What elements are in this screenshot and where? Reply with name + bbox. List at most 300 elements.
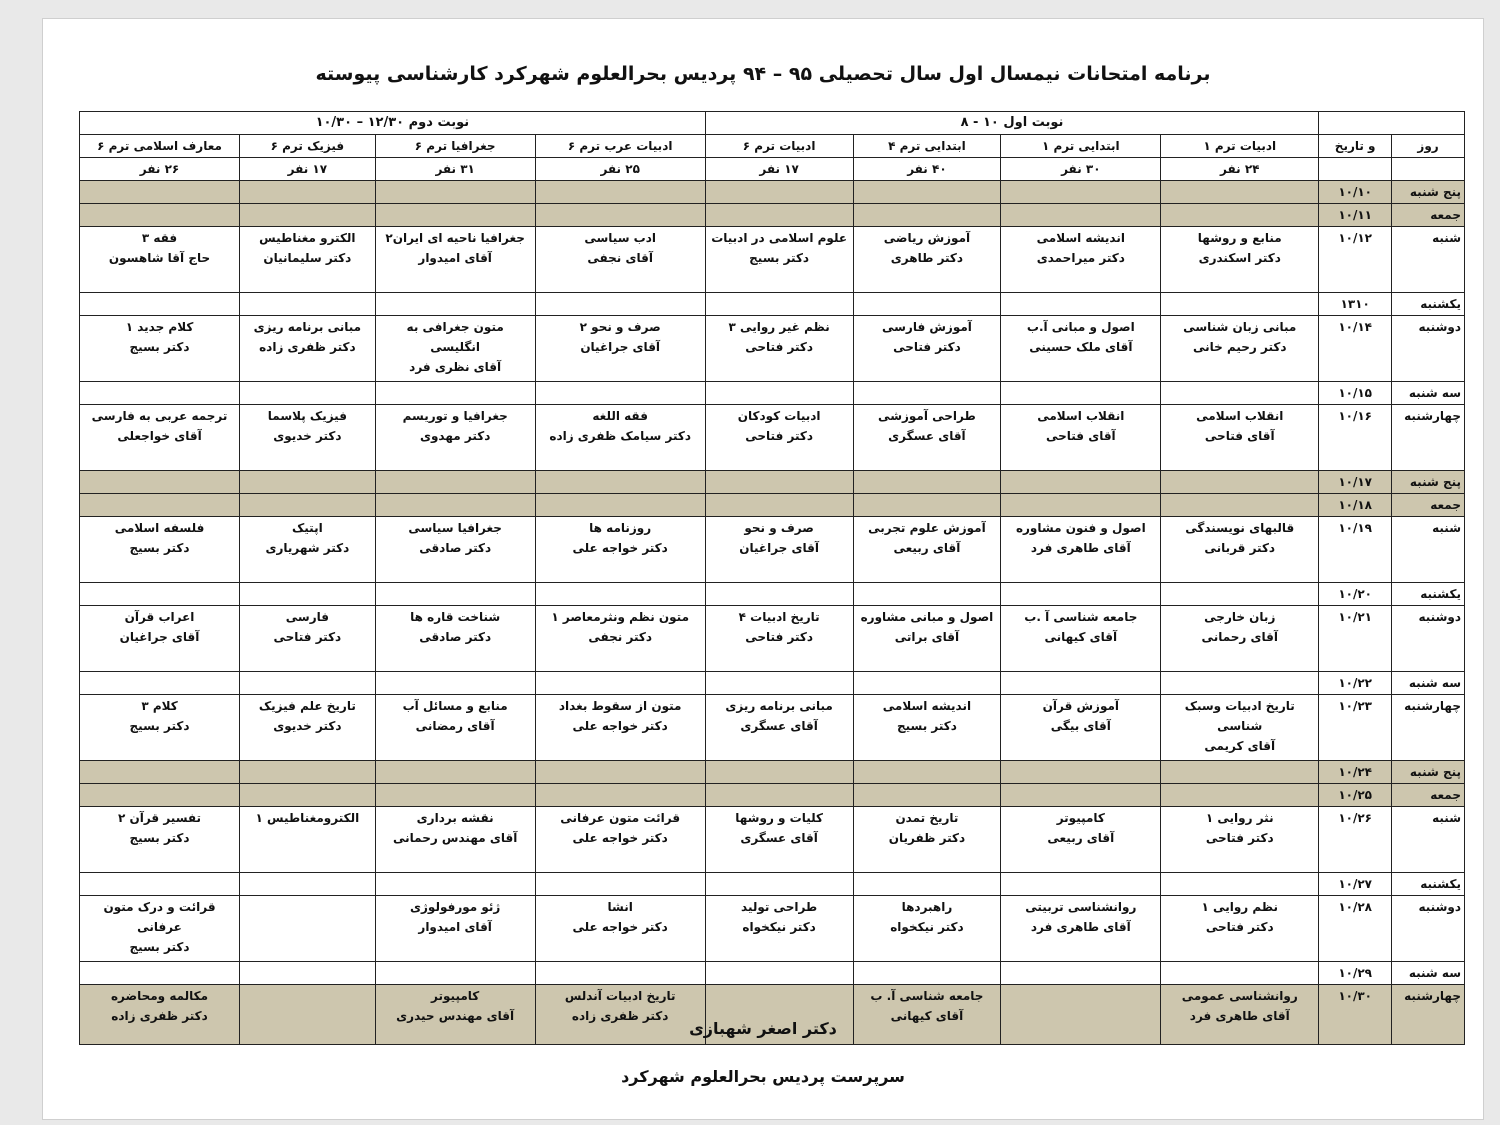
- exam-cell: [853, 316, 1001, 382]
- exam-cell: [1001, 405, 1161, 471]
- exam-cell: [1161, 471, 1319, 494]
- date-cell: ۱۰/۲۴: [1319, 761, 1392, 784]
- exam-instructor: دکتر طاهری: [890, 251, 964, 265]
- date-cell: ۱۰/۲۶: [1319, 807, 1392, 873]
- exam-cell: [240, 962, 376, 985]
- schedule-row: [80, 761, 1465, 784]
- exam-cell: [80, 494, 240, 517]
- date-cell: ۱۰/۲۵: [1319, 784, 1392, 807]
- exam-cell: [1001, 293, 1161, 316]
- exam-instructor: دکتر ظفری زاده: [111, 1009, 208, 1023]
- exam-course-name: فقه ۳: [141, 231, 178, 245]
- exam-cell: [1001, 227, 1161, 293]
- exam-cell: [1001, 873, 1161, 896]
- exam-cell: [853, 583, 1001, 606]
- schedule-row: [80, 896, 1465, 962]
- exam-course-name: متون از سقوط بغداد: [558, 699, 682, 713]
- exam-cell: [705, 293, 853, 316]
- exam-instructor: شناسی: [1217, 719, 1263, 733]
- date-cell: ۱۰/۱۵: [1319, 382, 1392, 405]
- exam-cell: [1161, 807, 1319, 873]
- exam-cell: [240, 293, 376, 316]
- exam-instructor: دکتر صادقی: [419, 541, 492, 555]
- exam-instructor: دکتر میراحمدی: [1036, 251, 1125, 265]
- exam-cell: [80, 606, 240, 672]
- exam-instructor: دکتر ظفری زاده: [259, 340, 356, 354]
- exam-cell: [1161, 204, 1319, 227]
- exam-cell: [240, 873, 376, 896]
- exam-course-name: انشا: [607, 900, 633, 914]
- exam-instructor: آقای نجفی: [587, 251, 653, 265]
- exam-cell: [1001, 517, 1161, 583]
- exam-course-name: انقلاب اسلامی: [1037, 409, 1125, 423]
- student-count: ۲۴ نفر: [1161, 158, 1319, 181]
- day-cell: سه شنبه: [1392, 962, 1465, 985]
- exam-instructor: دکتر خدیوی: [273, 429, 342, 443]
- exam-cell: [853, 382, 1001, 405]
- day-cell: یکشنبه: [1392, 583, 1465, 606]
- exam-instructor: دکتر ظفریان: [888, 831, 966, 845]
- exam-cell: [240, 784, 376, 807]
- exam-course-name: کامپیوتر: [1056, 811, 1105, 825]
- exam-cell: [1001, 316, 1161, 382]
- schedule-row: [80, 471, 1465, 494]
- exam-instructor: دکتر اسکندری: [1198, 251, 1281, 265]
- exam-instructor: آقای رمضانی: [415, 719, 495, 733]
- date-cell: ۱۰/۲۸: [1319, 896, 1392, 962]
- exam-cell: [1001, 761, 1161, 784]
- exam-instructor: آقای مهندس حیدری: [396, 1009, 515, 1023]
- exam-cell: [535, 517, 705, 583]
- exam-instructor: دکتر بسیج: [129, 541, 190, 555]
- exam-cell: [375, 606, 535, 672]
- exam-cell: [705, 873, 853, 896]
- exam-cell: [375, 896, 535, 962]
- course-name-header: ادبیات ترم ۶: [705, 135, 853, 158]
- exam-course-name: شناخت قاره ها: [410, 610, 501, 624]
- exam-course-name: الکترو مغناطیس: [259, 231, 356, 245]
- exam-instructor: آقای نظری فرد: [409, 360, 502, 374]
- day-cell: دوشنبه: [1392, 606, 1465, 672]
- exam-cell: [375, 873, 535, 896]
- exam-course-name: صرف و نحو: [744, 521, 814, 535]
- exam-course-name: کلام جدید ۱: [125, 320, 194, 334]
- exam-cell: [705, 204, 853, 227]
- exam-course-name: اپتیک: [292, 521, 323, 535]
- date-cell: ۱۰/۱۰: [1319, 181, 1392, 204]
- exam-instructor: دکتر نیکخواه: [742, 920, 816, 934]
- exam-course-name: قرائت متون عرفانی: [560, 811, 681, 825]
- exam-cell: [240, 316, 376, 382]
- exam-cell: [853, 896, 1001, 962]
- exam-instructor: دکتر بسیج: [129, 340, 190, 354]
- page-title: برنامه امتحانات نیمسال اول سال تحصیلی ۹۵ – ۹۴ پردیس بحرالعلوم شهرکرد کارشناسی پیوسته: [315, 63, 1211, 85]
- exam-cell: [1161, 672, 1319, 695]
- exam-cell: [80, 316, 240, 382]
- exam-instructor: دکتر فتاحی: [745, 340, 813, 354]
- schedule-row: [80, 583, 1465, 606]
- exam-course-name: راهبردها: [901, 900, 953, 914]
- exam-cell: [705, 405, 853, 471]
- exam-instructor: دکتر فتاحی: [745, 429, 813, 443]
- exam-cell: [1161, 962, 1319, 985]
- schedule-row: [80, 784, 1465, 807]
- exam-cell: [375, 807, 535, 873]
- exam-cell: [705, 517, 853, 583]
- day-cell: چهارشنبه: [1392, 985, 1465, 1045]
- date-cell: ۱۰/۲۲: [1319, 672, 1392, 695]
- exam-cell: [80, 784, 240, 807]
- exam-cell: [535, 583, 705, 606]
- exam-course-name: اندیشه اسلامی: [1036, 231, 1125, 245]
- exam-course-name: نقشه برداری: [416, 811, 494, 825]
- exam-cell: [375, 382, 535, 405]
- date-cell: ۱۰/۱۱: [1319, 204, 1392, 227]
- exam-course-name: جامعه شناسی آ .ب: [1024, 610, 1138, 624]
- shift-second-header: نوبت دوم ۱۲/۳۰ – ۱۰/۳۰: [80, 112, 706, 135]
- exam-instructor: دکتر شهریاری: [265, 541, 350, 555]
- day-cell: شنبه: [1392, 227, 1465, 293]
- exam-course-name: منابع و مسائل آب: [402, 699, 508, 713]
- count-header-blank: [1319, 158, 1392, 181]
- exam-cell: [375, 962, 535, 985]
- exam-cell: [535, 405, 705, 471]
- exam-cell: [535, 494, 705, 517]
- day-cell: یکشنبه: [1392, 873, 1465, 896]
- exam-cell: [705, 382, 853, 405]
- exam-instructor: دکتر رحیم خانی: [1192, 340, 1287, 354]
- exam-cell: [240, 494, 376, 517]
- exam-cell: [1161, 293, 1319, 316]
- exam-course-name: تاریخ علم فیزیک: [258, 699, 356, 713]
- exam-cell: [853, 517, 1001, 583]
- schedule-row: [80, 606, 1465, 672]
- day-cell: سه شنبه: [1392, 672, 1465, 695]
- exam-instructor: آقای ربیعی: [893, 541, 961, 555]
- exam-instructor: آقای جراغیان: [580, 340, 661, 354]
- course-name-header: ادبیات عرب ترم ۶: [535, 135, 705, 158]
- exam-course-name: طراحی تولید: [741, 900, 818, 914]
- exam-cell: [375, 695, 535, 761]
- exam-cell: [705, 896, 853, 962]
- exam-cell: [240, 896, 376, 962]
- date-cell: ۱۰/۲۷: [1319, 873, 1392, 896]
- day-cell: دوشنبه: [1392, 896, 1465, 962]
- exam-cell: [240, 405, 376, 471]
- exam-course-name: نثر روایی ۱: [1205, 811, 1274, 825]
- exam-cell: [1001, 583, 1161, 606]
- schedule-row: [80, 227, 1465, 293]
- exam-cell: [1161, 405, 1319, 471]
- exam-cell: [1001, 204, 1161, 227]
- exam-cell: [535, 807, 705, 873]
- exam-course-name: زبان خارجی: [1204, 610, 1276, 624]
- exam-cell: [705, 784, 853, 807]
- exam-cell: [1001, 896, 1161, 962]
- date-cell: ۱۳۱۰: [1319, 293, 1392, 316]
- exam-instructor: دکتر بسیج: [129, 831, 190, 845]
- exam-course-name: کامپیوتر: [431, 989, 480, 1003]
- shift-header-blank: [1319, 112, 1465, 135]
- course-header-row: [80, 135, 1465, 158]
- exam-cell: [80, 761, 240, 784]
- day-column-header: روز: [1392, 135, 1465, 158]
- exam-cell: [1161, 494, 1319, 517]
- exam-course-name: اصول و مبانی آ.ب: [1026, 320, 1135, 334]
- exam-instructor: دکتر نجفی: [588, 630, 652, 644]
- exam-cell: [240, 695, 376, 761]
- exam-cell: [240, 204, 376, 227]
- exam-instructor: آقای خواجعلی: [117, 429, 202, 443]
- exam-instructor: دکتر بسیج: [129, 940, 190, 954]
- date-cell: ۱۰/۱۶: [1319, 405, 1392, 471]
- exam-instructor: آقای ربیعی: [1047, 831, 1115, 845]
- exam-course-name: روانشناسی تربیتی: [1025, 900, 1137, 914]
- exam-cell: [535, 181, 705, 204]
- day-cell: پنج شنبه: [1392, 471, 1465, 494]
- exam-instructor: آقای جراغیان: [119, 630, 200, 644]
- day-cell: جمعه: [1392, 204, 1465, 227]
- exam-cell: [80, 517, 240, 583]
- exam-cell: [80, 896, 240, 962]
- exam-cell: [80, 583, 240, 606]
- exam-cell: [535, 695, 705, 761]
- exam-instructor: آقای مهندس رحمانی: [393, 831, 518, 845]
- exam-instructor: دکتر خدیوی: [273, 719, 342, 733]
- exam-course-name: ژئو مورفولوژی: [410, 900, 501, 914]
- exam-course-name: کلیات و روشها: [735, 811, 823, 825]
- exam-course-name: الکترومغناطیس ۱: [255, 811, 360, 825]
- exam-cell: [853, 405, 1001, 471]
- exam-instructor: آقای براتی: [894, 630, 960, 644]
- exam-course-name: قالبهای نویسندگی: [1185, 521, 1295, 535]
- exam-course-name: آموزش قرآن: [1042, 699, 1120, 713]
- exam-instructor: دکتر خواجه علی: [572, 541, 668, 555]
- exam-course-name: کلام ۳: [141, 699, 178, 713]
- exam-cell: [80, 405, 240, 471]
- exam-instructor: آقای فتاحی: [1204, 429, 1275, 443]
- exam-instructor: دکتر مهدوی: [419, 429, 491, 443]
- exam-instructor: آقای طاهری فرد: [1030, 920, 1131, 934]
- exam-cell: [705, 807, 853, 873]
- exam-cell: [1001, 606, 1161, 672]
- exam-instructor: دکتر سیامک ظفری زاده: [549, 429, 691, 443]
- exam-course-name: تاریخ ادبیات آندلس: [564, 989, 676, 1003]
- date-cell: ۱۰/۱۹: [1319, 517, 1392, 583]
- exam-course-name: منابع و روشها: [1197, 231, 1282, 245]
- exam-instructor: دکتر بسیج: [749, 251, 810, 265]
- exam-instructor: دکتر فتاحی: [273, 630, 342, 644]
- day-cell: چهارشنبه: [1392, 405, 1465, 471]
- exam-cell: [535, 204, 705, 227]
- exam-cell: [80, 471, 240, 494]
- exam-instructor: آقای عسگری: [888, 429, 966, 443]
- signatory-role: سرپرست پردیس بحرالعلوم شهرکرد: [621, 1067, 905, 1086]
- exam-cell: [1161, 606, 1319, 672]
- exam-cell: [535, 227, 705, 293]
- exam-cell: [240, 471, 376, 494]
- course-name-header: معارف اسلامی ترم ۶: [80, 135, 240, 158]
- exam-course-name: تاریخ تمدن: [895, 811, 959, 825]
- exam-course-name: آموزش ریاضی: [883, 231, 971, 245]
- day-cell: شنبه: [1392, 517, 1465, 583]
- exam-instructor: آقای ملک حسینی: [1029, 340, 1133, 354]
- exam-cell: [240, 761, 376, 784]
- exam-cell: [80, 873, 240, 896]
- date-cell: ۱۰/۳۰: [1319, 985, 1392, 1045]
- exam-cell: [535, 606, 705, 672]
- exam-instructor: آقای کریمی: [1204, 739, 1276, 753]
- exam-cell: [705, 583, 853, 606]
- exam-instructor: دکتر نیکخواه: [890, 920, 964, 934]
- exam-course-name: جامعه شناسی آ. ب: [870, 989, 984, 1003]
- exam-instructor: آقای رحمانی: [1201, 630, 1278, 644]
- exam-course-name: جغرافیا ناحیه ای ایران۲: [385, 231, 525, 245]
- student-count: ۳۱ نفر: [375, 158, 535, 181]
- exam-course-name: جغرافیا و توریسم: [402, 409, 508, 423]
- exam-course-name: صرف و نحو ۲: [579, 320, 661, 334]
- exam-course-name: علوم اسلامی در ادبیات: [711, 231, 848, 245]
- exam-course-name: روزنامه ها: [589, 521, 652, 535]
- exam-instructor: انگلیسی: [430, 340, 481, 354]
- exam-cell: [1001, 962, 1161, 985]
- schedule-row: [80, 962, 1465, 985]
- exam-cell: [375, 181, 535, 204]
- exam-instructor: دکتر بسیج: [129, 719, 190, 733]
- exam-cell: [1161, 181, 1319, 204]
- day-cell: یکشنبه: [1392, 293, 1465, 316]
- exam-cell: [1161, 583, 1319, 606]
- exam-instructor: آقای کیهانی: [890, 1009, 964, 1023]
- exam-cell: [853, 606, 1001, 672]
- student-count: ۴۰ نفر: [853, 158, 1001, 181]
- exam-cell: [80, 962, 240, 985]
- date-cell: ۱۰/۲۱: [1319, 606, 1392, 672]
- exam-course-name: انقلاب اسلامی: [1196, 409, 1284, 423]
- exam-course-name: مبانی برنامه ریزی: [725, 699, 833, 713]
- exam-cell: [1161, 517, 1319, 583]
- student-count: ۳۰ نفر: [1001, 158, 1161, 181]
- exam-cell: [705, 227, 853, 293]
- schedule-row: [80, 517, 1465, 583]
- exam-cell: [853, 204, 1001, 227]
- exam-cell: [240, 227, 376, 293]
- exam-course-name: ترجمه عربی به فارسی: [91, 409, 228, 423]
- signatory-name: دکتر اصغر شهبازی: [689, 1019, 837, 1038]
- exam-cell: [535, 471, 705, 494]
- exam-course-name: جغرافیا سیاسی: [408, 521, 502, 535]
- exam-cell: [80, 227, 240, 293]
- exam-cell: [240, 382, 376, 405]
- schedule-row: [80, 873, 1465, 896]
- exam-schedule-page: [42, 18, 1484, 1120]
- exam-cell: [1001, 695, 1161, 761]
- exam-cell: [80, 382, 240, 405]
- exam-course-name: اعراب قرآن: [124, 610, 195, 624]
- exam-course-name: فلسفه اسلامی: [114, 521, 205, 535]
- exam-cell: [1001, 807, 1161, 873]
- exam-course-name: تفسیر قرآن ۲: [117, 811, 202, 825]
- exam-instructor: دکتر ظفری زاده: [571, 1009, 669, 1023]
- exam-course-name: ادب سیاسی: [584, 231, 656, 245]
- exam-cell: [1001, 494, 1161, 517]
- exam-cell: [853, 873, 1001, 896]
- exam-instructor: آقای امیدوار: [418, 251, 492, 265]
- exam-instructor: آقای بیگی: [1050, 719, 1111, 733]
- student-count: ۲۶ نفر: [80, 158, 240, 181]
- exam-cell: [705, 695, 853, 761]
- exam-instructor: دکتر فتاحی: [745, 630, 813, 644]
- exam-cell: [1001, 784, 1161, 807]
- schedule-row: [80, 181, 1465, 204]
- schedule-row: [80, 672, 1465, 695]
- exam-cell: [1161, 761, 1319, 784]
- shift-first-header: نوبت اول ۱۰ - ۸: [705, 112, 1319, 135]
- day-cell: پنج شنبه: [1392, 761, 1465, 784]
- exam-cell: [375, 784, 535, 807]
- exam-cell: [1161, 784, 1319, 807]
- shift-header-row: [80, 112, 1465, 135]
- exam-cell: [535, 962, 705, 985]
- exam-cell: [80, 672, 240, 695]
- exam-cell: [375, 672, 535, 695]
- schedule-row: [80, 494, 1465, 517]
- exam-cell: [1001, 181, 1161, 204]
- exam-instructor: دکتر بسیج: [896, 719, 957, 733]
- exam-instructor: آقای فتاحی: [1045, 429, 1116, 443]
- exam-cell: [375, 293, 535, 316]
- exam-instructor: آقای امیدوار: [418, 920, 492, 934]
- exam-instructor: دکتر فتاحی: [1205, 831, 1274, 845]
- exam-cell: [375, 471, 535, 494]
- exam-cell: [1161, 873, 1319, 896]
- exam-cell: [535, 293, 705, 316]
- course-name-header: ابتدایی ترم ۱: [1001, 135, 1161, 158]
- date-cell: ۱۰/۲۹: [1319, 962, 1392, 985]
- exam-cell: [853, 293, 1001, 316]
- exam-instructor: آقای کیهانی: [1044, 630, 1118, 644]
- exam-course-name: متون نظم ونثرمعاصر ۱: [551, 610, 690, 624]
- exam-instructor: دکتر قربانی: [1204, 541, 1276, 555]
- exam-schedule-table: [79, 111, 1465, 1045]
- exam-cell: [853, 962, 1001, 985]
- exam-course-name: نظم روایی ۱: [1201, 900, 1278, 914]
- schedule-row: [80, 316, 1465, 382]
- exam-course-name: فقه اللغه: [592, 409, 648, 423]
- exam-course-name: نظم غیر روایی ۳: [728, 320, 830, 334]
- exam-cell: [375, 761, 535, 784]
- exam-cell: [375, 316, 535, 382]
- exam-course-name: طراحی آموزشی: [878, 409, 976, 423]
- exam-course-name: متون جغرافی به: [406, 320, 504, 334]
- date-cell: ۱۰/۲۳: [1319, 695, 1392, 761]
- date-cell: ۱۰/۲۰: [1319, 583, 1392, 606]
- exam-cell: [853, 227, 1001, 293]
- exam-cell: [1161, 316, 1319, 382]
- exam-instructor: آقای طاهری فرد: [1030, 541, 1131, 555]
- exam-cell: [1161, 227, 1319, 293]
- day-cell: جمعه: [1392, 784, 1465, 807]
- exam-cell: [80, 181, 240, 204]
- exam-cell: [705, 606, 853, 672]
- schedule-row: [80, 293, 1465, 316]
- exam-cell: [853, 494, 1001, 517]
- exam-cell: [705, 494, 853, 517]
- date-cell: ۱۰/۱۴: [1319, 316, 1392, 382]
- date-cell: ۱۰/۱۲: [1319, 227, 1392, 293]
- exam-instructor: دکتر فتاحی: [1205, 920, 1274, 934]
- exam-instructor: دکتر خواجه علی: [572, 831, 668, 845]
